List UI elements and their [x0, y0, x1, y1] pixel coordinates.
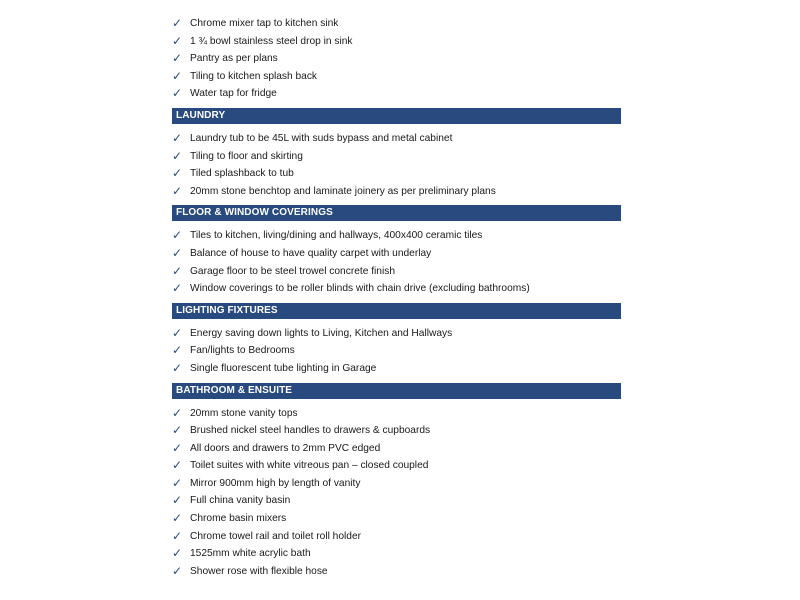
checkmark-icon: ✓	[172, 528, 183, 543]
kitchen-item-list	[172, 15, 621, 103]
list-item-label: Chrome mixer tap to kitchen sink	[190, 18, 339, 29]
list-item-label: Garage floor to be steel trowel concrete finish	[190, 265, 395, 277]
list-item	[172, 33, 621, 51]
list-item	[172, 360, 621, 378]
section-block	[172, 383, 621, 581]
section-block	[172, 303, 621, 378]
checkmark-icon: ✓	[172, 360, 183, 375]
list-item	[172, 50, 621, 68]
section-block	[172, 108, 621, 200]
checkmark-icon: ✓	[172, 475, 183, 490]
list-item	[172, 528, 621, 546]
section-header: LAUNDRY	[172, 108, 621, 124]
section-item-list	[172, 130, 621, 200]
list-item	[172, 545, 621, 563]
list-item	[172, 510, 621, 528]
list-item-label: Energy saving down lights to Living, Kitchen and Hallways	[190, 327, 453, 339]
checkmark-icon: ✓	[172, 405, 183, 420]
list-item	[172, 15, 621, 33]
checkmark-icon: ✓	[172, 86, 183, 101]
section-item-list	[172, 325, 621, 378]
checkmark-icon: ✓	[172, 325, 183, 340]
list-item-label: Window coverings to be roller blinds with chain drive (excluding bathrooms)	[190, 283, 530, 295]
checkmark-icon: ✓	[172, 263, 183, 278]
checkmark-icon: ✓	[172, 493, 183, 508]
list-item-label: Chrome towel rail and toilet roll holder	[190, 530, 362, 542]
list-item	[172, 245, 621, 263]
list-item-label: Shower rose with flexible hose	[190, 565, 328, 577]
list-item-label: 20mm stone vanity tops	[190, 407, 298, 419]
checkmark-icon: ✓	[172, 166, 183, 181]
checkmark-icon: ✓	[172, 130, 183, 145]
specification-document	[172, 15, 621, 580]
checkmark-icon: ✓	[172, 16, 183, 30]
list-item-label: All doors and drawers to 2mm PVC edged	[190, 442, 381, 454]
list-item	[172, 405, 621, 423]
list-item	[172, 130, 621, 148]
list-item	[172, 475, 621, 493]
section-header: FLOOR & WINDOW COVERINGS	[172, 205, 621, 221]
checkmark-icon: ✓	[172, 51, 183, 66]
list-item	[172, 68, 621, 86]
list-item	[172, 457, 621, 475]
checkmark-icon: ✓	[172, 281, 183, 296]
list-item	[172, 342, 621, 360]
list-item	[172, 563, 621, 581]
list-item-label: Single fluorescent tube lighting in Garage	[190, 362, 377, 374]
list-item-label: Tiling to kitchen splash back	[190, 70, 318, 82]
specification-sections	[172, 108, 621, 580]
checkmark-icon: ✓	[172, 228, 183, 243]
list-item-label: Toilet suites with white vitreous pan – closed coupled	[190, 460, 429, 472]
list-item-label: 1525mm white acrylic bath	[190, 548, 311, 560]
list-item-label: Balance of house to have quality carpet with underlay	[190, 247, 432, 259]
list-item	[172, 492, 621, 510]
list-item-label: 1 ¾ bowl stainless steel drop in sink	[190, 35, 353, 47]
list-item	[172, 85, 621, 103]
section-block	[172, 205, 621, 297]
list-item-label: Pantry as per plans	[190, 53, 278, 65]
list-item-label: Fan/lights to Bedrooms	[190, 345, 295, 357]
list-item-label: Laundry tub to be 45L with suds bypass and metal cabinet	[190, 132, 453, 144]
checkmark-icon: ✓	[172, 511, 183, 526]
list-item	[172, 280, 621, 298]
checkmark-icon: ✓	[172, 68, 183, 83]
checkmark-icon: ✓	[172, 546, 183, 561]
checkmark-icon: ✓	[172, 458, 183, 473]
list-item	[172, 165, 621, 183]
checkmark-icon: ✓	[172, 33, 183, 48]
list-item-label: Tiling to floor and skirting	[190, 150, 303, 162]
list-item-label: 20mm stone benchtop and laminate joinery as per preliminary plans	[190, 185, 496, 197]
checkmark-icon: ✓	[172, 423, 183, 438]
checkmark-icon: ✓	[172, 148, 183, 163]
list-item-label: Tiled splashback to tub	[190, 168, 294, 180]
section-header: LIGHTING FIXTURES	[172, 303, 621, 319]
section-item-list	[172, 405, 621, 581]
checkmark-icon: ✓	[172, 183, 183, 198]
list-item	[172, 183, 621, 201]
list-item-label: Chrome basin mixers	[190, 513, 287, 525]
checkmark-icon: ✓	[172, 563, 183, 578]
list-item	[172, 325, 621, 343]
section-item-list	[172, 227, 621, 297]
checkmark-icon: ✓	[172, 440, 183, 455]
checkmark-icon: ✓	[172, 343, 183, 358]
section-header: BATHROOM & ENSUITE	[172, 383, 621, 399]
list-item	[172, 263, 621, 281]
list-item-label: Full china vanity basin	[190, 495, 291, 507]
checkmark-icon: ✓	[172, 245, 183, 260]
list-item	[172, 440, 621, 458]
list-item	[172, 148, 621, 166]
list-item-label: Tiles to kitchen, living/dining and hallways, 400x400 ceramic tiles	[190, 230, 483, 242]
list-item-label: Brushed nickel steel handles to drawers & cupboards	[190, 425, 431, 437]
list-item-label: Water tap for fridge	[190, 88, 277, 100]
list-item-label: Mirror 900mm high by length of vanity	[190, 477, 361, 489]
list-item	[172, 227, 621, 245]
list-item	[172, 422, 621, 440]
